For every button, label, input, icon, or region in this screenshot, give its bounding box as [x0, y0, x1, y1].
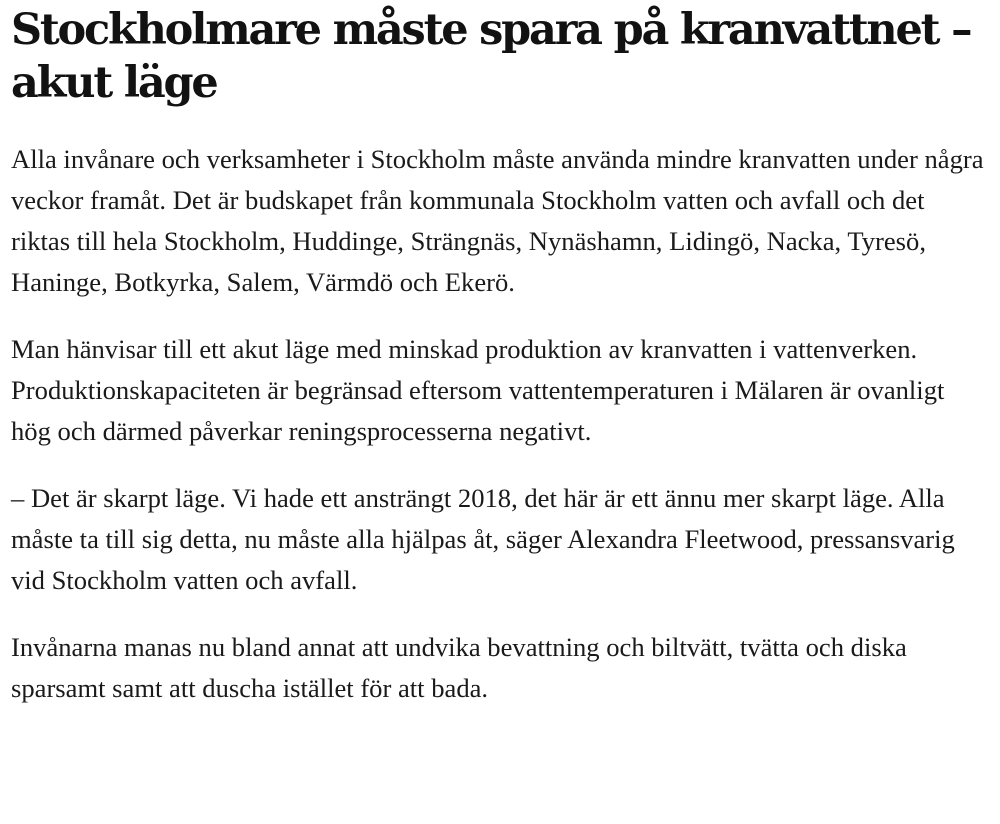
article-paragraph: Alla invånare och verksamheter i Stockholm måste använda mindre kranvatten under några veckor framåt. Det är budskapet från kommunala Stockholm vatten och avfall och det riktas till hela Stockholm, Huddinge, Strängnäs, Nynäshamn, Lidingö, Nacka, Tyresö, Haninge, Botkyrka, Salem, Värmdö och Ekerö. — [11, 144, 984, 297]
article-paragraph: Invånarna manas nu bland annat att undvika bevattning och biltvätt, tvätta och diska sparsamt samt att duscha istället för att bada. — [11, 632, 907, 703]
article-headline: Stockholmare måste spara på kranvattnet – akut läge — [11, 5, 971, 108]
article-paragraph: Man hänvisar till ett akut läge med minskad produktion av kranvatten i vattenverken. Produktionskapaciteten är begränsad eftersom vattentemperaturen i Mälaren är ovanligt hög och därmed påverkar reningsprocesserna negativt. — [11, 334, 945, 446]
article-quote-paragraph: – Det är skarpt läge. Vi hade ett ansträngt 2018, det här är ett ännu mer skarpt läge. Alla måste ta till sig detta, nu måste alla hjälpas åt, säger Alexandra Fleetwood, pressansvarig vid Stockholm vatten och avfall. — [11, 483, 955, 595]
